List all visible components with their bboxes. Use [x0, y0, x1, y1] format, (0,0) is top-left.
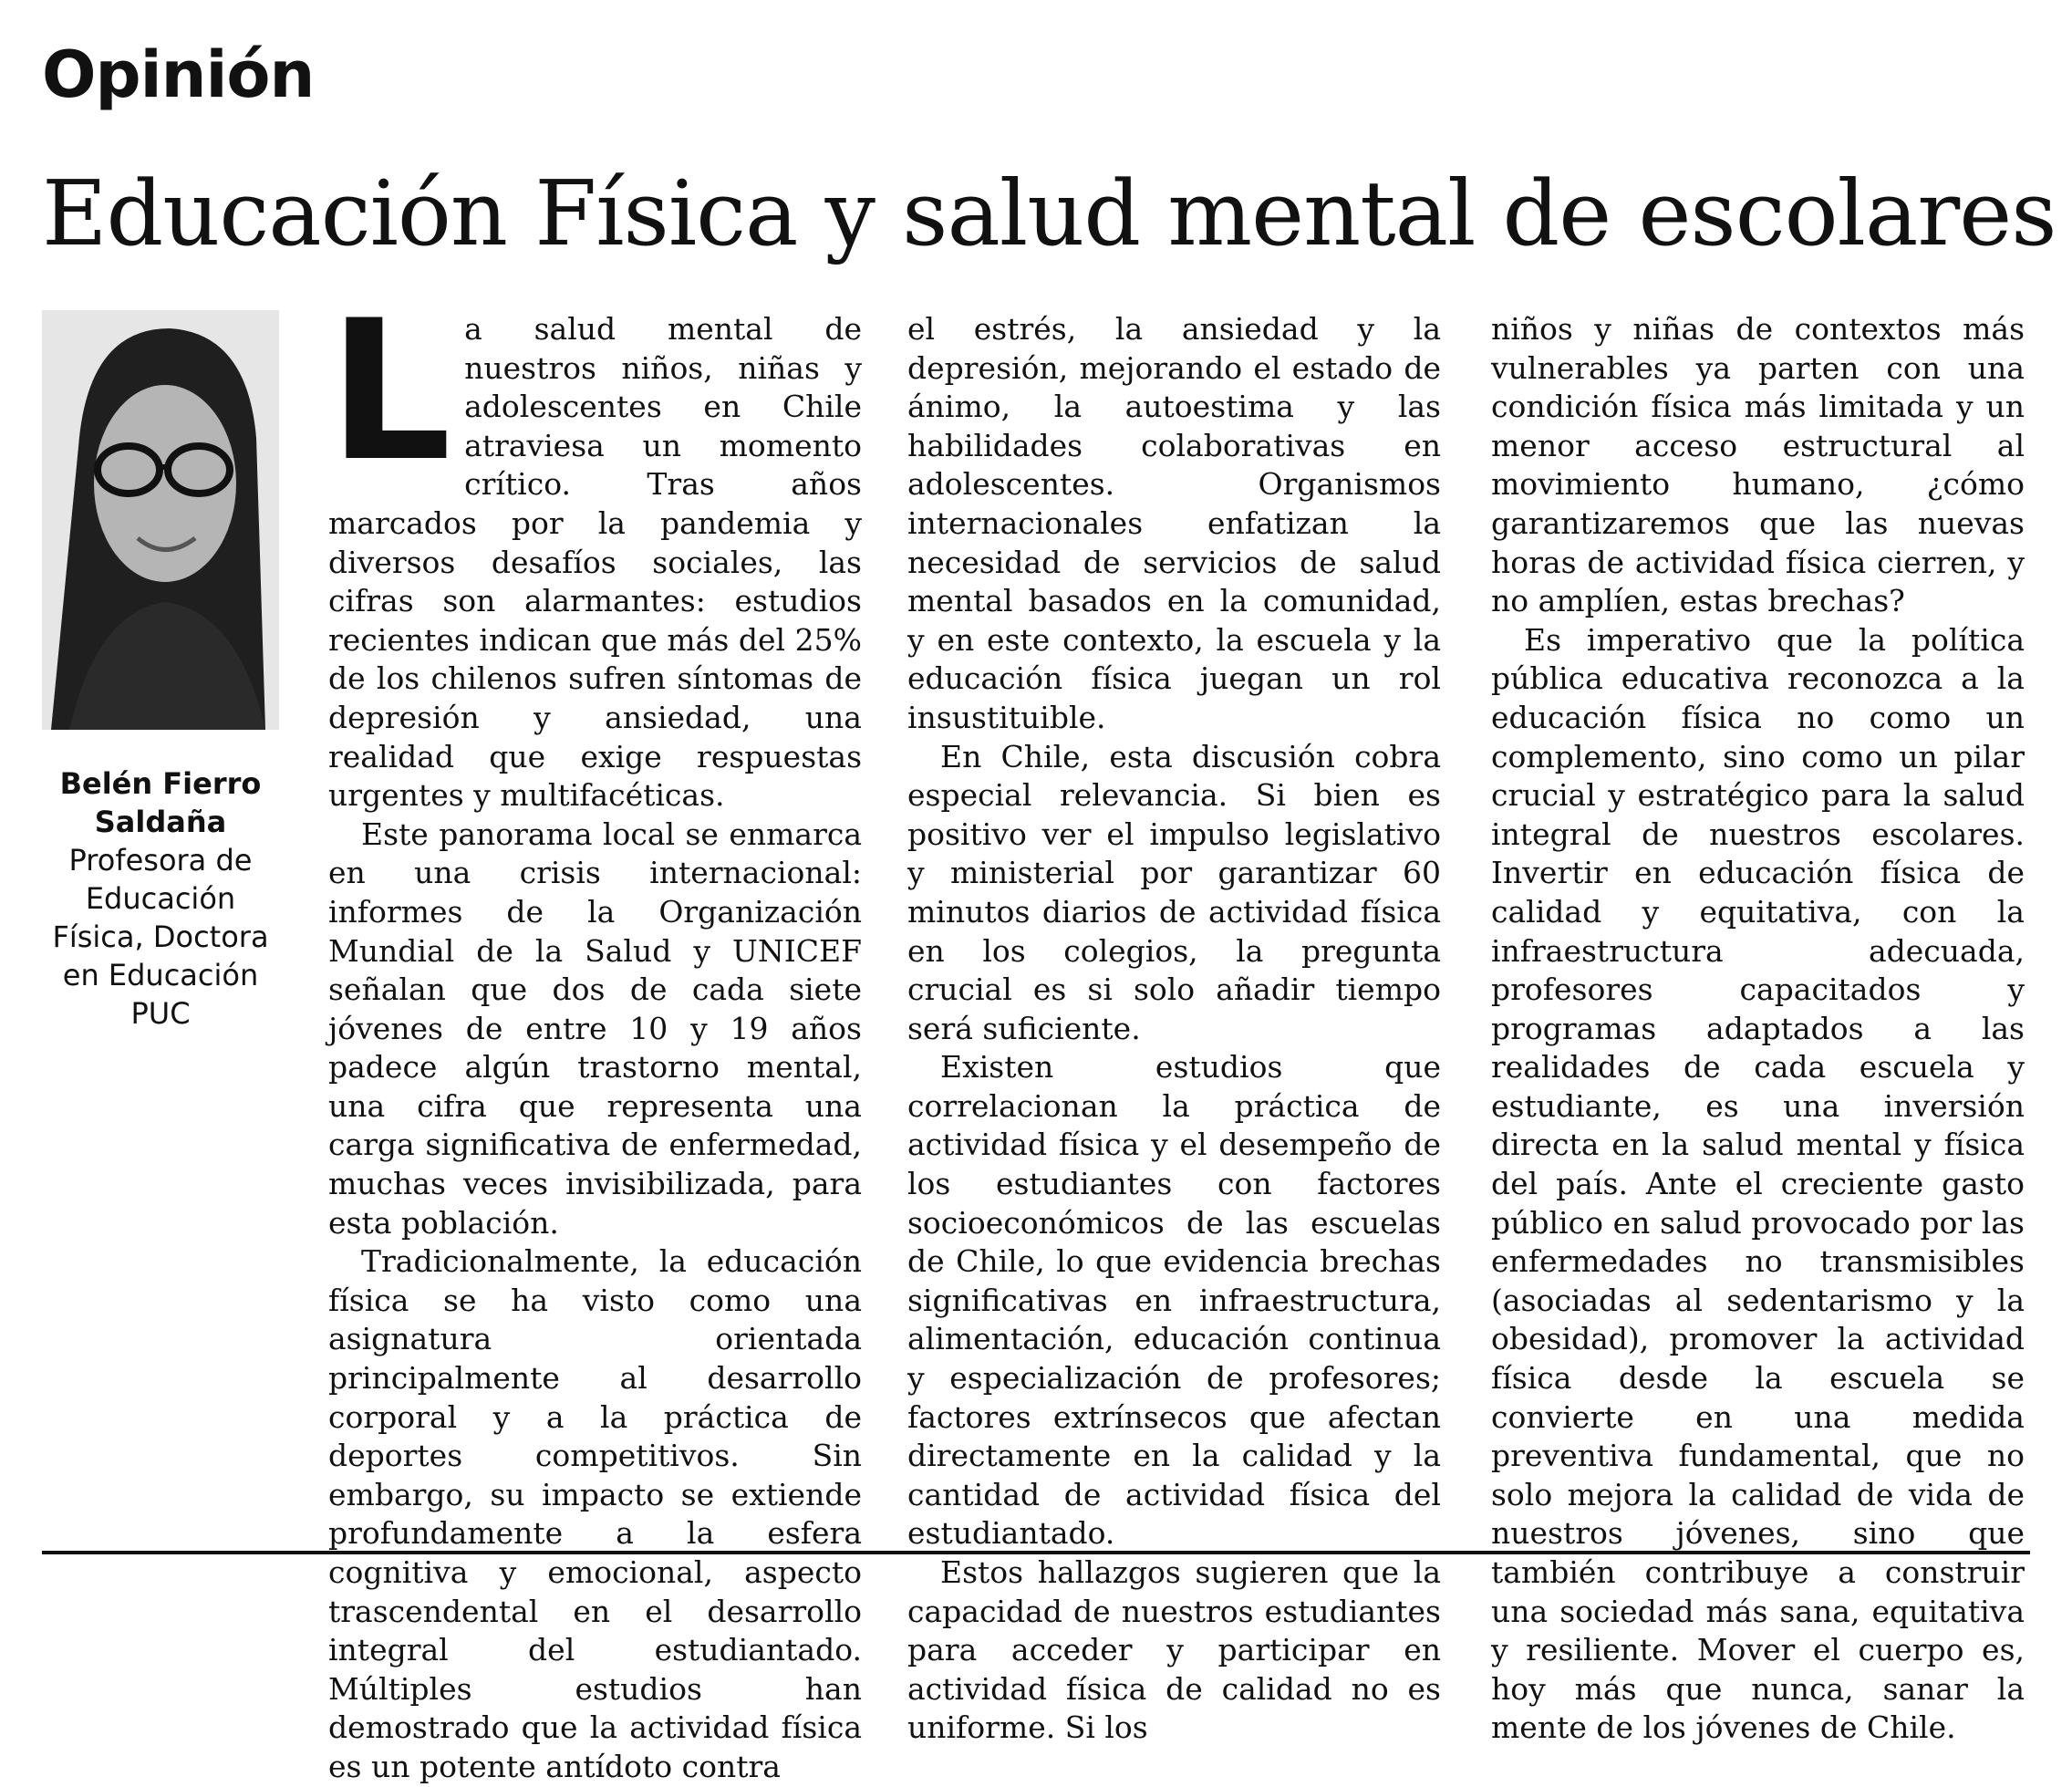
author-name-line1: Belén Fierro [59, 766, 262, 801]
author-role: Profesora de Educación Física, Doctora en Educación PUC [52, 843, 269, 1031]
paragraph-3-continued: el estrés, la ansiedad y la depresión, mejorando el estado de ánimo, la autoestima y las habilidades colaborativas en adolescentes. Organismos internacionales enfatizan la necesidad de servicios de salud mental basados en la comunidad, y en este contexto, la escuela y la educación física juegan un rol insustituible. [907, 311, 1441, 735]
paragraph-6: Estos hallazgos sugieren que la capacidad de nuestros estudiantes para acceder y participar en actividad física de calidad no es uniforme. Si los [907, 1554, 1441, 1746]
paragraph-3: Tradicionalmente, la educación física se ha visto como una asignatura orientada principalmente al desarrollo corporal y a la práctica de deportes competitivos. Sin embargo, su impacto se extiende profundamente a la esfera cognitiva y emocional, aspecto trascendental en el desarrollo integral del estudiantado. Múltiples estudios han demostrado que la actividad física es un potente antídoto contra [328, 1243, 862, 1784]
author-name-line2: Saldaña [94, 805, 227, 839]
paragraph-7: Es imperativo que la política pública educativa reconozca a la educación física no como un complemento, sino como un pilar crucial y estratégico para la salud integral de nuestros escolares. Invertir en educación física de calidad y equitativa, con la infraestructura adecuada, profesores capacitados y programas adaptados a las realidades de cada escuela y estudiante, es una inversión directa en la salud mental y física del país. Ante el creciente gasto público en salud provocado por las enfermedades no transmisibles (asociadas al sedentarismo y la obesidad), promover la actividad física desde la escuela se convierte en una medida preventiva fundamental, que no solo mejora la calidad de vida de nuestros jóvenes, sino que también contribuye a construir una sociedad más sana, equitativa y resiliente. Mover el cuerpo es, hoy más que nunca, sanar la mente de los jóvenes de Chile. [1491, 621, 2025, 1746]
article-column-1 [328, 278, 862, 1784]
paragraph-1 [328, 278, 862, 816]
bottom-rule [42, 1551, 2030, 1554]
byline [36, 764, 285, 1033]
paragraph-4: En Chile, esta discusión cobra especial relevancia. Si bien es positivo ver el impulso legislativo y ministerial por garantizar 60 minutos diarios de actividad física en los colegios, la pregunta crucial es si solo añadir tiempo será suficiente. [907, 738, 1441, 1046]
paragraph-6-continued: niños y niñas de contextos más vulnerables ya parten con una condición física más limitada y un menor acceso estructural al movimiento humano, ¿cómo garantizaremos que las nuevas horas de actividad física cierren, y no amplíen, estas brechas? [1491, 311, 2025, 619]
paragraph-1-text: a salud mental de nuestros niños, niñas y adolescentes en Chile atraviesa un momento crítico. Tras años marcados por la pandemia y diversos desafíos sociales, las cifras son alarmantes: estudios recientes indican que más del 25% de los chilenos sufren síntomas de depresión y ansiedad, una realidad que exige respuestas urgentes y multifacéticas. [328, 311, 862, 814]
author-photo [42, 310, 279, 730]
article-column-3 [1491, 310, 2025, 1746]
headline: Educación Física y salud mental de escolares [42, 162, 2056, 266]
article-column-2 [907, 310, 1441, 1746]
paragraph-5: Existen estudios que correlacionan la práctica de actividad física y el desempeño de los estudiantes con factores socioeconómicos de las escuelas de Chile, lo que evidencia brechas significativas en infraestructura, alimentación, educación continua y especialización de profesores; factores extrínsecos que afectan directamente en la calidad y la cantidad de actividad física del estudiantado. [907, 1049, 1441, 1552]
drop-cap: L [328, 278, 452, 504]
paragraph-2: Este panorama local se enmarca en una crisis internacional: informes de la Organización Mundial de la Salud y UNICEF señalan que dos de cada siete jóvenes de entre 10 y 19 años padece algún trastorno mental, una cifra que representa una carga significativa de enfermedad, muchas veces invisibilizada, para esta población. [328, 816, 862, 1241]
section-label: Opinión [42, 37, 315, 112]
